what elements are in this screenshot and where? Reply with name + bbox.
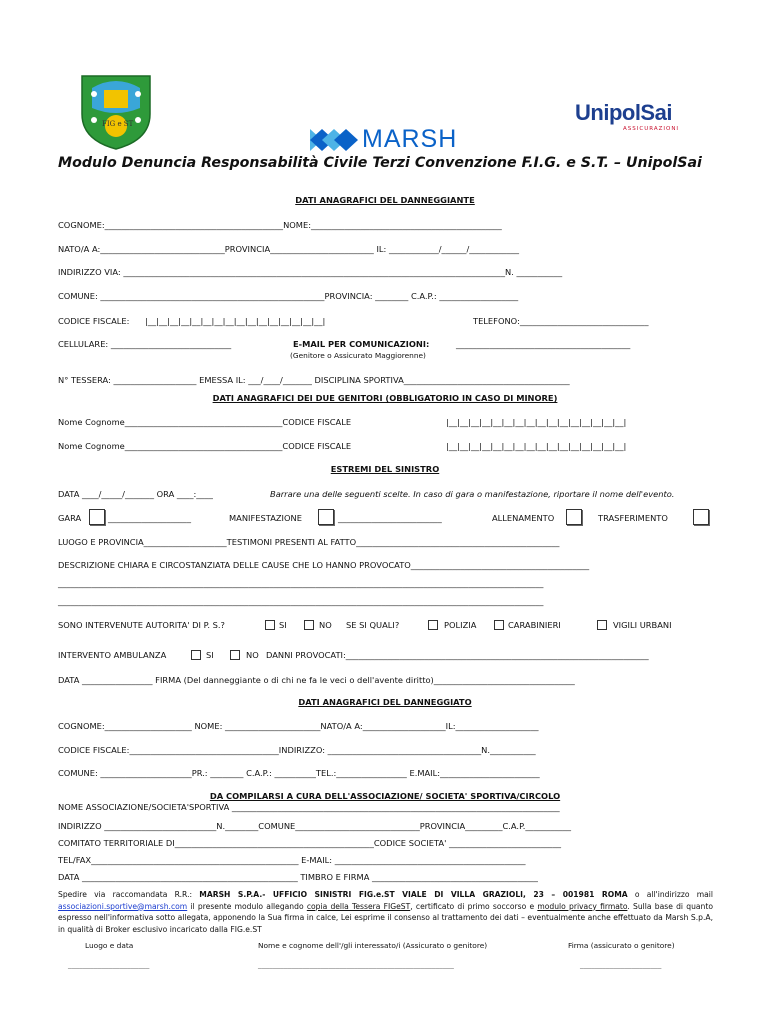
field-gara-nome[interactable]: ____________________ — [108, 513, 191, 523]
field-descrizione-line[interactable]: _____________________________________________________________________________________________________________________ — [58, 596, 544, 606]
field-data-firma[interactable]: DATA _________________ FIRMA (Del danneggiante o di chi ne fa le veci o dell'avente diritto)__________________________________ — [58, 675, 575, 685]
section-heading-sinistro: ESTREMI DEL SINISTRO — [330, 464, 440, 474]
section-heading-associazione: DA COMPILARSI A CURA DELL'ASSOCIAZIONE/ SOCIETA' SPORTIVA/CIRCOLO — [209, 791, 561, 801]
field-danneggiato-comune[interactable]: COMUNE: ______________________PR.: ________ C.A.P.: __________TEL.:_________________ E.MAIL:________________________ — [58, 768, 540, 778]
footer-instructions — [58, 889, 713, 935]
field-genitore-2-cf[interactable]: |__|__|__|__|__|__|__|__|__|__|__|__|__|__|__|__| — [446, 441, 627, 451]
fig-logo — [80, 74, 152, 150]
fig-logo-text: FIG e ST — [102, 120, 134, 128]
vigili-urbani-label: VIGILI URBANI — [613, 620, 672, 630]
option-allenamento-label: ALLENAMENTO — [492, 513, 555, 523]
checkbox-polizia[interactable] — [428, 620, 438, 630]
field-email[interactable]: __________________________________________ — [456, 339, 631, 349]
page-title: Modulo Denuncia Responsabilità Civile Terzi Convenzione F.I.G. e S.T. – UnipolSai — [58, 155, 702, 171]
checkbox-gara[interactable] — [89, 509, 105, 525]
unipolsai-wordmark: UnipolSai — [575, 100, 672, 125]
field-descrizione[interactable]: DESCRIZIONE CHIARA E CIRCOSTANZIATA DELLE CAUSE CHE LO HANNO PROVOCATO___________________________________________ — [58, 560, 590, 570]
signature-line-nome[interactable]: _____________________________________________________ — [258, 960, 454, 969]
signature-line-luogo-data[interactable]: ______________________ — [68, 960, 150, 969]
footer-text-4: , certificato di primo soccorso e — [410, 901, 538, 911]
section-heading-danneggiante: DATI ANAGRAFICI DEL DANNEGGIANTE — [295, 195, 475, 205]
autorita-si-label: SI — [279, 620, 287, 630]
se-si-quali-label: SE SI QUALI? — [346, 620, 400, 630]
footer-privacy-link[interactable]: modulo privacy firmato — [537, 901, 628, 911]
signature-label-nome: Nome e cognome dell'/gli interessato/i (Assicurato o genitore) — [258, 941, 488, 950]
field-cellulare[interactable]: CELLULARE: _____________________________ — [58, 339, 232, 349]
field-nome-associazione[interactable]: NOME ASSOCIAZIONE/SOCIETA'SPORTIVA _______________________________________________________________________________ — [58, 802, 560, 812]
field-danni-provocati[interactable]: DANNI PROVOCATI:_________________________________________________________________________ — [266, 650, 649, 660]
checkbox-allenamento[interactable] — [566, 509, 582, 525]
instruction-text: Barrare una delle seguenti scelte. In caso di gara o manifestazione, riportare il nome dell'evento. — [270, 489, 675, 499]
field-email-label: E-MAIL PER COMUNICAZIONI: — [293, 339, 430, 349]
checkbox-vigili-urbani[interactable] — [597, 620, 607, 630]
field-indirizzo[interactable]: INDIRIZZO VIA: ____________________________________________________________________________________________N. ___________ — [58, 267, 563, 277]
checkbox-carabinieri[interactable] — [494, 620, 504, 630]
email-note: (Genitore o Assicurato Maggiorenne) — [290, 351, 426, 360]
footer-text-3: il presente modulo allegando — [187, 901, 307, 911]
unipolsai-sub: ASSICURAZIONI — [623, 126, 680, 132]
option-gara-label: GARA — [58, 513, 82, 523]
field-tessera[interactable]: N° TESSERA: ____________________ EMESSA IL: ___/____/_______ DISCIPLINA SPORTIVA________________________________________ — [58, 375, 570, 385]
checkbox-autorita-no[interactable] — [304, 620, 314, 630]
field-associazione-indirizzo[interactable]: INDIRIZZO ___________________________N.________COMUNE______________________________PROVINCIA_________C.A.P.___________ — [58, 821, 572, 831]
section-heading-genitori: DATI ANAGRAFICI DEI DUE GENITORI (OBBLIGATORIO IN CASO DI MINORE) — [212, 393, 558, 403]
signature-line-firma[interactable]: ______________________ — [580, 960, 662, 969]
signature-label-luogo-data: Luogo e data — [85, 941, 134, 950]
carabinieri-label: CARABINIERI — [508, 620, 561, 630]
footer-address: MARSH S.P.A.- UFFICIO SINISTRI FIG.e.ST VIALE DI VILLA GRAZIOLI, 23 – 001981 ROMA — [199, 890, 628, 899]
field-data-timbro[interactable]: DATA ____________________________________________________ TIMBRO E FIRMA ________________________________________ — [58, 872, 538, 882]
field-telefono[interactable]: TELEFONO:_______________________________ — [473, 316, 649, 326]
field-danneggiato-cf[interactable]: CODICE FISCALE:____________________________________INDIRIZZO: _____________________________________N.___________ — [58, 745, 536, 755]
autorita-question: SONO INTERVENUTE AUTORITA' DI P. S.? — [58, 620, 225, 630]
footer-tessera-link[interactable]: copia della Tessera FIGeST — [306, 901, 411, 911]
field-codice-fiscale-label: CODICE FISCALE: — [58, 316, 130, 326]
footer-text-1: Spedire via raccomandata R.R.: — [58, 890, 200, 899]
footer-text-2: o all'indirizzo mail — [627, 890, 713, 899]
field-data-ora[interactable]: DATA ____/_____/_______ ORA ____:____ — [58, 489, 213, 499]
field-genitore-2[interactable]: Nome Cognome______________________________________CODICE FISCALE — [58, 441, 352, 451]
autorita-no-label: NO — [319, 620, 332, 630]
field-genitore-1[interactable]: Nome Cognome______________________________________CODICE FISCALE — [58, 417, 352, 427]
field-comune[interactable]: COMUNE: ______________________________________________________PROVINCIA: ________ C.A.P.: ___________________ — [58, 291, 519, 301]
checkbox-autorita-si[interactable] — [265, 620, 275, 630]
field-tel-email[interactable]: TEL/FAX__________________________________________________ E-MAIL: ______________________________________________ — [58, 855, 526, 865]
field-manifestazione-nome[interactable]: _________________________ — [338, 513, 442, 523]
polizia-label: POLIZIA — [444, 620, 477, 630]
footer-email-link[interactable]: associazioni.sportive@marsh.com — [58, 901, 188, 911]
field-luogo-testimoni[interactable]: LUOGO E PROVINCIA____________________TESTIMONI PRESENTI AL FATTO_________________________________________________ — [58, 537, 560, 547]
field-danneggiato-nome[interactable]: COGNOME:_____________________ NOME: _______________________NATO/A A:____________________IL:____________________ — [58, 721, 539, 731]
footer-text-5: . Sulla base di quanto espresso nell'informativa sotto allegata, apponendo la Sua firma in calce, Lei esprime il consenso al trattamento dei dati – eventualmente anche effettuato da Marsh S.p.A, in qualità di Broker esclusivo incaricato dalla FIG.e.ST — [58, 901, 713, 934]
field-codice-fiscale[interactable]: |__|__|__|__|__|__|__|__|__|__|__|__|__|__|__|__| — [145, 316, 326, 326]
checkbox-manifestazione[interactable] — [318, 509, 334, 525]
section-heading-danneggiato: DATI ANAGRAFICI DEL DANNEGGIATO — [298, 697, 472, 707]
signature-label-firma: Firma (assicurato o genitore) — [568, 941, 675, 950]
field-nascita[interactable]: NATO/A A:______________________________PROVINCIA_________________________ IL: ____________/______/____________ — [58, 244, 520, 254]
checkbox-trasferimento[interactable] — [693, 509, 709, 525]
option-trasferimento-label: TRASFERIMENTO — [598, 513, 668, 523]
marsh-wordmark: MARSH — [362, 125, 458, 153]
checkbox-ambulanza-no[interactable] — [230, 650, 240, 660]
field-descrizione-line[interactable]: _____________________________________________________________________________________________________________________ — [58, 578, 544, 588]
field-genitore-1-cf[interactable]: |__|__|__|__|__|__|__|__|__|__|__|__|__|__|__|__| — [446, 417, 627, 427]
field-cognome-nome[interactable]: COGNOME:___________________________________________NOME:______________________________________________ — [58, 220, 502, 230]
option-manifestazione-label: MANIFESTAZIONE — [229, 513, 302, 523]
ambulanza-label: INTERVENTO AMBULANZA — [58, 650, 167, 660]
checkbox-ambulanza-si[interactable] — [191, 650, 201, 660]
ambulanza-si-label: SI — [206, 650, 214, 660]
field-comitato[interactable]: COMITATO TERRITORIALE DI________________________________________________CODICE SOCIETA' ___________________________ — [58, 838, 561, 848]
ambulanza-no-label: NO — [246, 650, 259, 660]
